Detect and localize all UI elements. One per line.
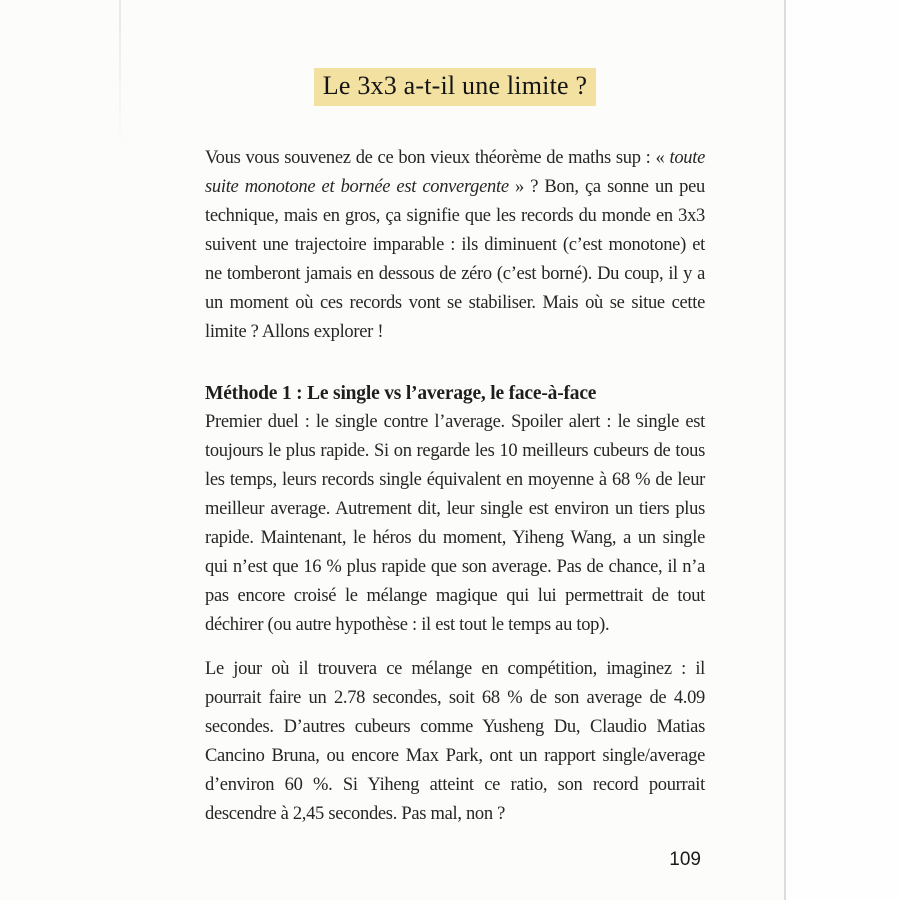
page-edge-shadow (119, 0, 121, 150)
section-heading-methode-1: Méthode 1 : Le single vs l’average, le face-à-face (205, 383, 597, 404)
intro-paragraph-quote: toute suite monotone et bornée est convergente (205, 148, 705, 197)
photo-background-right (786, 0, 900, 900)
intro-paragraph-text: Vous vous souvenez de ce bon vieux théorème de maths sup : « (205, 148, 670, 168)
intro-paragraph (205, 144, 705, 347)
method-1-paragraph: Premier duel : le single contre l’average. Spoiler alert : le single est toujours le plus rapide. Si on regarde les 10 meilleurs cubeurs de tous les temps, leurs records single équivalent en moyenne à 68 % de leur meilleur average. Autrement dit, leur single est environ un tiers plus rapide. Maintenant, le héros du moment, Yiheng Wang, a un single qui n’est que 16 % plus rapide que son average. Pas de chance, il n’a pas encore croisé le mélange magique qui lui permettrait de tout déchirer (ou autre hypothèse : il est tout le temps au top). (205, 412, 705, 635)
chapter-title (205, 68, 705, 106)
projection-paragraph: Le jour où il trouvera ce mélange en compétition, imaginez : il pourrait faire un 2.78 secondes, soit 68 % de son average de 4.09 secondes. D’autres cubeurs comme Yusheng Du, Claudio Matias Cancino Bruna, ou encore Max Park, ont un rapport single/average d’environ 60 %. Si Yiheng atteint ce ratio, son record pourrait descendre à 2,45 secondes. Pas mal, non ? (205, 659, 705, 824)
page-number: 109 (669, 849, 701, 870)
chapter-title-highlight: Le 3x3 a-t-il une limite ? (314, 68, 596, 106)
intro-paragraph-text-after-quote: » ? Bon, ça sonne un peu technique, mais en gros, ça signifie que les records du monde en 3x3 suivent une trajectoire imparable : ils diminuent (c’est monotone) et ne tomberont jamais en dessous de zéro (c’est borné). Du coup, il y a un moment où ces records vont se stabiliser. Mais où se situe cette limite ? Allons explorer ! (205, 177, 705, 342)
